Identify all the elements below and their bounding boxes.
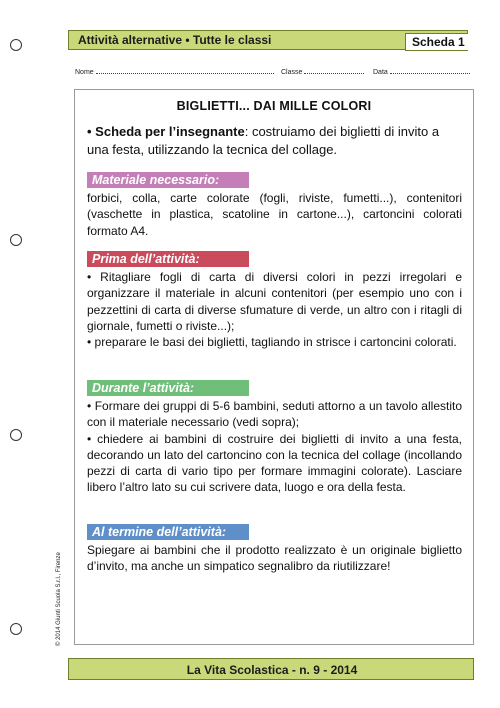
copyright-note: © 2014 Giunti Scuola S.r.l., Firenze — [56, 552, 62, 646]
section-label-materials: Materiale necessario: — [87, 172, 249, 188]
binder-hole-4 — [10, 623, 22, 635]
section-label-end: Al termine dell’attività: — [87, 524, 249, 540]
section-body-during — [87, 398, 462, 496]
section-label-before: Prima dell’attività: — [87, 251, 249, 267]
paragraph: • Ritagliare fogli di carta di diversi colori in pezzi irregolari e organizzare il materiale in alcuni contenitori (per esempio uno con i pezzettini di carta di diverse sfumature di verde, un altro con i ritagli di giornale, fumetti o riviste...); — [87, 270, 462, 333]
intro-bold: • Scheda per l’insegnante — [87, 124, 245, 139]
intro-rest: : costruiamo dei biglietti di invito a una festa, utilizzando la tecnica del collage. — [87, 124, 440, 157]
paragraph: • preparare le basi dei biglietti, tagliando in strisce i cartoncini colorati. — [87, 335, 457, 350]
section-body-before — [87, 269, 462, 350]
intro-text — [87, 123, 462, 159]
header-title: Attività alternative • Tutte le classi — [78, 33, 272, 47]
scheda-badge: Scheda 1 — [405, 33, 468, 51]
date-label: Data — [373, 69, 388, 76]
worksheet-card — [74, 89, 474, 645]
paragraph: forbici, colla, carte colorate (fogli, riviste, fumetti...), contenitori (vaschette in plastica, scatoline in cartone...), cartoncini colorati formato A4. — [87, 191, 462, 238]
binder-hole-3 — [10, 429, 22, 441]
worksheet-title: BIGLIETTI... DAI MILLE COLORI — [176, 99, 372, 113]
name-field[interactable] — [75, 67, 274, 76]
paragraph: • chiedere ai bambini di costruire dei biglietti di invito a una festa, decorando un lato del cartoncino con la tecnica del collage (incollando pezzi di carta di vario tipo per formare immagini colorate). Lasciare libero l’altro lato su cui scrivere data, luogo e ora della festa. — [87, 431, 462, 495]
name-dots — [96, 67, 274, 74]
footer-text: La Vita Scolastica - n. 9 - 2014 — [186, 663, 358, 677]
section-body-materials — [87, 190, 462, 239]
section-body-end — [87, 542, 462, 575]
class-field[interactable] — [281, 67, 364, 76]
footer-bar — [68, 658, 474, 680]
class-dots — [304, 67, 364, 74]
binder-hole-1 — [10, 39, 22, 51]
class-label: Classe — [281, 69, 303, 76]
paragraph: Spiegare ai bambini che il prodotto realizzato è un originale biglietto d’invito, ma anche un simpatico segnalibro da riutilizzare! — [87, 543, 462, 574]
name-label: Nome — [75, 69, 94, 76]
binder-hole-2 — [10, 234, 22, 246]
date-dots — [390, 67, 470, 74]
paragraph: • Formare dei gruppi di 5-6 bambini, seduti attorno a un tavolo allestito con il materiale necessario (vedi sopra); — [87, 399, 462, 430]
section-label-during: Durante l’attività: — [87, 380, 249, 396]
date-field[interactable] — [373, 67, 470, 76]
